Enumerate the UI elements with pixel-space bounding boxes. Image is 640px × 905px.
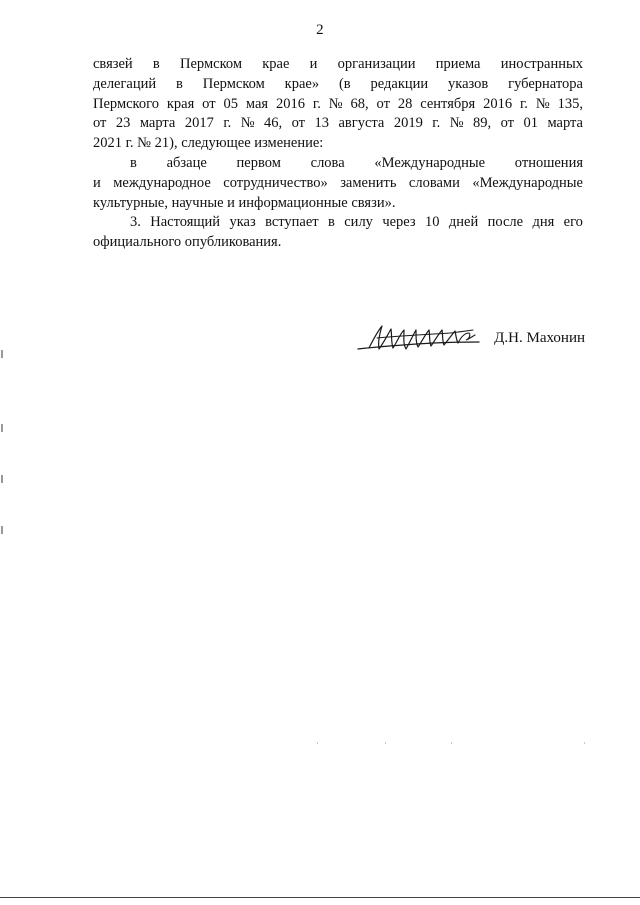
word: 46,	[264, 115, 283, 132]
word: от	[93, 115, 107, 132]
word: в	[328, 214, 335, 231]
paragraph-1-line-4	[93, 114, 583, 134]
scan-mark	[1, 424, 3, 432]
word: марта	[139, 115, 176, 132]
word: и	[309, 56, 318, 72]
word: 135,	[557, 95, 583, 112]
word: 13	[314, 115, 329, 132]
word: Пермском	[180, 56, 243, 72]
decree-body	[93, 55, 583, 253]
signature-block	[355, 318, 585, 360]
word: крае	[262, 56, 290, 72]
scan-dot	[317, 742, 318, 744]
word: указов	[448, 75, 489, 92]
paragraph-1-line-5: 2021 г. № 21), следующее изменение:	[93, 135, 324, 152]
paragraph-3-line-2: официального опубликования.	[93, 234, 282, 251]
word: 23	[115, 115, 131, 132]
word: через	[382, 214, 416, 231]
scan-dot	[385, 742, 386, 744]
word: делегаций	[93, 75, 157, 92]
paragraph-1-line-2	[93, 75, 583, 95]
word: абзаце	[166, 154, 207, 171]
scan-dot	[451, 742, 452, 744]
word: приема	[435, 56, 481, 72]
word: 2017	[184, 115, 214, 132]
word: 01	[523, 115, 538, 132]
word: 28	[397, 95, 413, 112]
word: августа	[338, 115, 385, 132]
word: №	[535, 95, 550, 112]
word: от	[500, 115, 514, 132]
word: 2016	[275, 95, 305, 112]
word: №	[449, 115, 464, 132]
word: в	[176, 75, 183, 92]
word: г.	[312, 95, 321, 112]
handwritten-signature	[355, 318, 485, 358]
scan-mark	[1, 350, 3, 358]
word: 2019	[393, 115, 423, 132]
word: в	[130, 154, 137, 171]
word: отношения	[514, 154, 583, 171]
word: 89,	[473, 115, 492, 132]
word: организации	[337, 56, 416, 72]
word: указ	[229, 214, 256, 231]
word: после	[487, 214, 524, 231]
word: иностранных	[500, 56, 583, 72]
page-bottom-edge	[0, 897, 640, 898]
word: 10	[425, 214, 440, 231]
word: (в	[338, 75, 351, 92]
word: 68,	[350, 95, 369, 112]
word: крае»	[284, 75, 320, 92]
word: первом	[236, 154, 281, 171]
word: 3.	[130, 214, 141, 231]
paragraph-1-line-1	[93, 55, 583, 75]
word: силу	[344, 214, 373, 231]
paragraph-1-line-3	[93, 95, 583, 115]
word: г.	[223, 115, 232, 132]
word: Пермского	[93, 95, 159, 112]
word: от	[202, 95, 216, 112]
word: Пермском	[202, 75, 265, 92]
paragraph-3-line-1	[93, 213, 583, 233]
word: г.	[519, 95, 528, 112]
word: 2016	[483, 95, 513, 112]
word: сентября	[420, 95, 476, 112]
word: г.	[432, 115, 441, 132]
word: от	[376, 95, 390, 112]
word: и	[93, 174, 101, 191]
scan-left-edge	[0, 0, 4, 905]
word: марта	[547, 115, 583, 132]
word: заменить	[340, 174, 397, 191]
word: губернатора	[508, 75, 583, 92]
word: словами	[408, 174, 460, 191]
word: дней	[448, 214, 479, 231]
word: №	[240, 115, 255, 132]
scan-mark	[1, 526, 3, 534]
paragraph-2-line-3: культурные, научные и информационные связи».	[93, 194, 396, 211]
word: края	[166, 95, 195, 112]
word: дня	[532, 214, 555, 231]
word: 05	[223, 95, 238, 112]
word: слова	[310, 154, 345, 171]
page-number: 2	[316, 22, 324, 38]
scan-mark	[1, 475, 3, 483]
paragraph-2-line-1	[93, 154, 583, 174]
scan-dot	[584, 742, 585, 744]
word: международное	[113, 174, 211, 191]
word: мая	[245, 95, 269, 112]
word: Настоящий	[150, 214, 221, 231]
word: от	[291, 115, 306, 132]
word: №	[328, 95, 343, 112]
word: связей	[93, 56, 133, 72]
word: вступает	[265, 214, 319, 231]
signer-name: Д.Н. Махонин	[494, 330, 585, 346]
paragraph-2-line-2	[93, 174, 583, 194]
word: его	[563, 214, 583, 231]
word: редакции	[370, 75, 429, 92]
word: сотрудничество»	[223, 174, 328, 191]
word: в	[152, 56, 160, 72]
word: «Международные	[374, 154, 486, 171]
word: «Международные	[472, 174, 583, 191]
